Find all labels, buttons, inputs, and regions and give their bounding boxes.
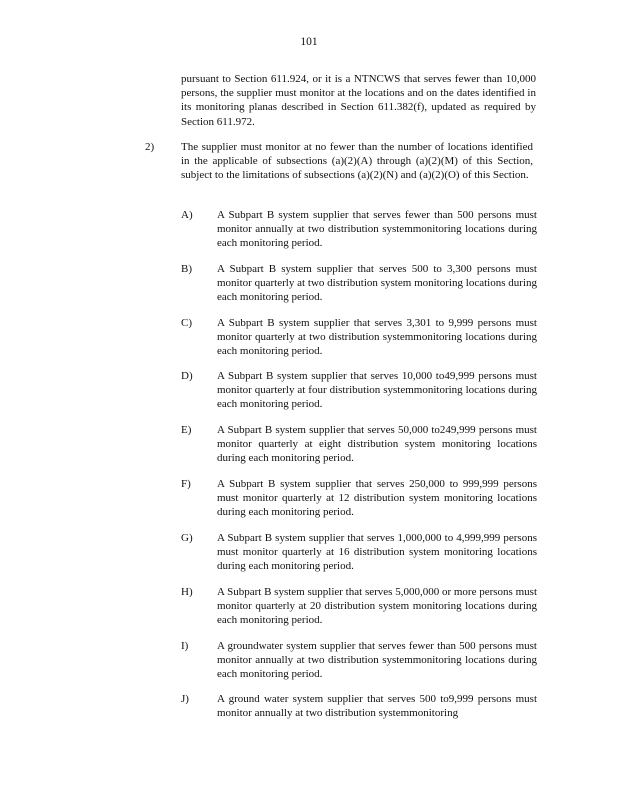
list-item-label: E) xyxy=(181,424,192,436)
intro-paragraph: pursuant to Section 611.924, or it is a NTNCWS that serves fewer than 10,000 persons, the supplier must monitor at the locations and on the dates identified in its monitoring planas described in Section 611.382(f), updated as required by Section 611.972. xyxy=(181,73,536,128)
list-item-text: A ground water system supplier that serves 500 to9,999 persons must monitor annually at two distribution systemmonitoring xyxy=(217,693,537,720)
list-item-label: H) xyxy=(181,586,193,598)
list-item-label: I) xyxy=(181,640,189,652)
list-item-label: D) xyxy=(181,370,193,382)
paragraph-number: 2) xyxy=(145,141,155,153)
list-item-text: A Subpart B system supplier that serves 500 to 3,300 persons must monitor quarterly at two distribution system monitoring locations during each monitoring period. xyxy=(217,263,537,304)
page-number: 101 xyxy=(300,36,318,48)
list-item-text: A Subpart B system supplier that serves 50,000 to249,999 persons must monitor quarterly at eight distribution system monitoring locations during each monitoring period. xyxy=(217,424,537,465)
list-item-text: A Subpart B system supplier that serves fewer than 500 persons must monitor annually at two distribution systemmonitoring locations during each monitoring period. xyxy=(217,209,537,250)
list-item-text: A Subpart B system supplier that serves 3,301 to 9,999 persons must monitor quarterly at two distribution systemmonitoring locations during each monitoring period. xyxy=(217,317,537,358)
list-item-label: G) xyxy=(181,532,193,544)
list-item-text: A Subpart B system supplier that serves 1,000,000 to 4,999,999 persons must monitor quarterly at 16 distribution system monitoring locations during each monitoring period. xyxy=(217,532,537,573)
list-item-text: A Subpart B system supplier that serves 250,000 to 999,999 persons must monitor quarterly at 12 distribution system monitoring locations during each monitoring period. xyxy=(217,478,537,519)
list-item-label: A) xyxy=(181,209,193,221)
list-item-text: A Subpart B system supplier that serves 10,000 to49,999 persons must monitor quarterly at four distribution systemmonitoring locations during each monitoring period. xyxy=(217,370,537,411)
list-item-text: A Subpart B system supplier that serves 5,000,000 or more persons must monitor quarterly at 20 distribution system monitoring locations during each monitoring period. xyxy=(217,586,537,627)
list-item-label: F) xyxy=(181,478,191,490)
list-item-label: B) xyxy=(181,263,192,275)
list-item-label: J) xyxy=(181,693,189,705)
list-item-label: C) xyxy=(181,317,192,329)
list-item-text: A groundwater system supplier that serves fewer than 500 persons must monitor annually at two distribution systemmonitoring locations during each monitoring period. xyxy=(217,640,537,681)
paragraph-text: The supplier must monitor at no fewer than the number of locations identified in the applicable of subsections (a)(2)(A) through (a)(2)(M) of this Section, subject to the limitations of subsections (a)(2)(N) and (a)(2)(O) of this Section. xyxy=(181,141,533,182)
